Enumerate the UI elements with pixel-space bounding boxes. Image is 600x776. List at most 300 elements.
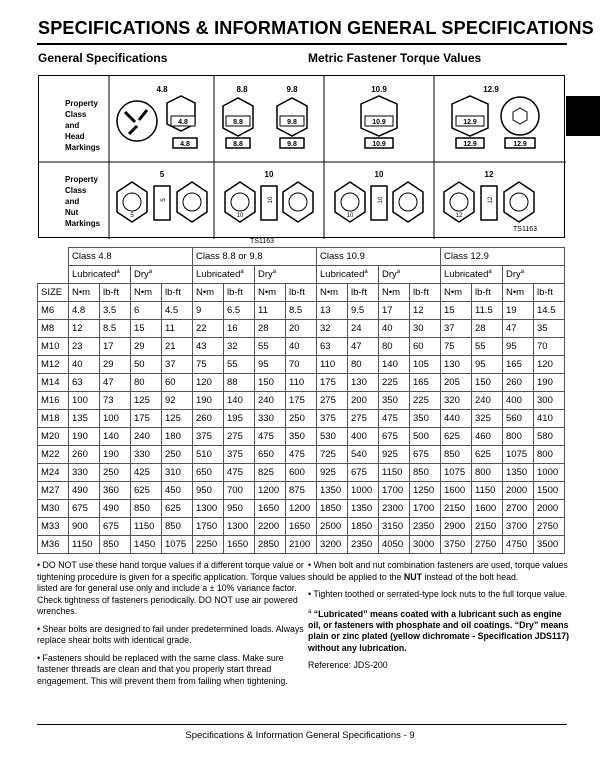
torque-value: 60: [162, 374, 193, 392]
nut-class-12: 12: [484, 170, 494, 179]
head-mark: 12.9: [463, 119, 477, 126]
torque-value: 675: [410, 446, 441, 464]
head-mark: 12.9: [463, 141, 477, 148]
size-cell: M20: [38, 428, 69, 446]
torque-value: 1150: [472, 482, 503, 500]
head-mark: 10.9: [372, 119, 386, 126]
torque-value: 19: [503, 302, 534, 320]
torque-value: 95: [503, 338, 534, 356]
torque-value: 8.5: [286, 302, 317, 320]
torque-value: 2150: [472, 518, 503, 536]
torque-value: 490: [100, 500, 131, 518]
torque-value: 200: [348, 392, 379, 410]
torque-value: 2150: [441, 500, 472, 518]
head-mark: 9.8: [287, 141, 297, 148]
torque-value: 80: [131, 374, 162, 392]
torque-value: 75: [193, 356, 224, 374]
size-cell: M12: [38, 356, 69, 374]
torque-value: 950: [224, 500, 255, 518]
torque-value: 95: [255, 356, 286, 374]
torque-value: 425: [131, 464, 162, 482]
table-row: [38, 392, 565, 410]
torque-value: 40: [286, 338, 317, 356]
svg-text:PropertyClassandNutMarkings: Property Class and Nut Markings: [65, 175, 101, 228]
torque-value: 330: [69, 464, 100, 482]
torque-value: 4050: [379, 536, 410, 554]
torque-value: 29: [100, 356, 131, 374]
torque-value: 2900: [441, 518, 472, 536]
torque-value: 120: [193, 374, 224, 392]
torque-value: 240: [472, 392, 503, 410]
torque-value: 2500: [317, 518, 348, 536]
torque-value: 275: [348, 410, 379, 428]
torque-value: 12: [410, 302, 441, 320]
torque-value: 11: [255, 302, 286, 320]
page-footer: Specifications & Information General Specifications - 9: [185, 730, 415, 741]
torque-value: 475: [286, 446, 317, 464]
torque-value: 330: [131, 446, 162, 464]
torque-value: 1350: [503, 464, 534, 482]
torque-value: 475: [224, 464, 255, 482]
note: • Shear bolts are designed to fail under predetermined loads. Always replace shear bolts with identical grade.: [37, 623, 304, 645]
torque-value: 800: [534, 446, 565, 464]
torque-value: 560: [503, 410, 534, 428]
torque-value: 250: [100, 464, 131, 482]
torque-value: 240: [255, 392, 286, 410]
figure-caption: TS1163: [250, 238, 274, 245]
torque-value: 800: [472, 464, 503, 482]
nut-mark: 10: [346, 213, 354, 219]
torque-value: 120: [534, 356, 565, 374]
torque-value: 1150: [379, 464, 410, 482]
torque-value: 375: [317, 410, 348, 428]
torque-value: 3150: [379, 518, 410, 536]
torque-value: 80: [379, 338, 410, 356]
torque-value: 1750: [193, 518, 224, 536]
page-title: SPECIFICATIONS & INFORMATION GENERAL SPECIFICATIONS: [38, 18, 594, 38]
torque-value: 140: [100, 428, 131, 446]
head-mark: 12.9: [513, 141, 527, 148]
torque-value: 675: [69, 500, 100, 518]
torque-value: 320: [441, 392, 472, 410]
torque-value: 1300: [224, 518, 255, 536]
unit-nm: N•m: [131, 284, 162, 302]
size-cell: M36: [38, 536, 69, 554]
torque-value: 100: [100, 410, 131, 428]
nut-mark: 5: [130, 213, 134, 219]
torque-value: 35: [534, 320, 565, 338]
unit-lbft: lb-ft: [162, 284, 193, 302]
torque-value: 3.5: [100, 302, 131, 320]
torque-value: 55: [224, 356, 255, 374]
torque-value: 625: [472, 446, 503, 464]
torque-value: 70: [286, 356, 317, 374]
table-row: [38, 500, 565, 518]
torque-value: 275: [224, 428, 255, 446]
unit-lbft: lb-ft: [224, 284, 255, 302]
torque-value: 29: [131, 338, 162, 356]
torque-value: 47: [503, 320, 534, 338]
dry-header: Dry$^a$: [131, 266, 193, 284]
torque-value: 530: [317, 428, 348, 446]
torque-value: 150: [472, 374, 503, 392]
torque-value: 875: [286, 482, 317, 500]
torque-value: 360: [100, 482, 131, 500]
size-cell: M16: [38, 392, 69, 410]
nut-mark: 5: [161, 198, 167, 202]
nut-mark: 12: [455, 213, 463, 219]
markings-figure: [38, 75, 565, 238]
torque-value: 47: [100, 374, 131, 392]
torque-value: 1075: [503, 446, 534, 464]
left-subhead: General Specifications: [38, 51, 168, 65]
dry-header: Dry$^a$: [503, 266, 565, 284]
torque-value: 2750: [472, 536, 503, 554]
torque-value: 300: [534, 392, 565, 410]
torque-value: 625: [162, 500, 193, 518]
torque-value: 135: [69, 410, 100, 428]
torque-value: 925: [379, 446, 410, 464]
head-class-8-8: 8.8: [236, 85, 248, 94]
torque-value: 43: [193, 338, 224, 356]
torque-value: 800: [503, 428, 534, 446]
torque-value: 11.5: [472, 302, 503, 320]
class-header: Class 12.9: [441, 248, 565, 266]
table-row: [38, 536, 565, 554]
torque-value: 22: [193, 320, 224, 338]
torque-value: 225: [410, 392, 441, 410]
torque-value: 850: [441, 446, 472, 464]
torque-value: 1600: [441, 482, 472, 500]
torque-value: 700: [224, 482, 255, 500]
unit-lbft: lb-ft: [472, 284, 503, 302]
unit-nm: N•m: [441, 284, 472, 302]
note-nut: • When bolt and nut combination fasteners are used, torque values should be applied to the NUT instead of the bolt head.: [308, 560, 568, 582]
torque-value: 850: [100, 536, 131, 554]
torque-value: 125: [131, 392, 162, 410]
torque-value: 260: [69, 446, 100, 464]
torque-value: 175: [131, 410, 162, 428]
torque-value: 1075: [162, 536, 193, 554]
torque-value: 125: [162, 410, 193, 428]
torque-value: 17: [100, 338, 131, 356]
table-row: [38, 338, 565, 356]
torque-value: 47: [348, 338, 379, 356]
svg-text:PropertyClassandHeadMarkings: Property Class and Head Markings: [65, 99, 101, 152]
head-mark: 4.8: [180, 141, 190, 148]
torque-value: 24: [348, 320, 379, 338]
torque-value: 15: [441, 302, 472, 320]
torque-value: 55: [472, 338, 503, 356]
torque-value: 410: [534, 410, 565, 428]
unit-header-row: [38, 284, 565, 302]
torque-value: 725: [317, 446, 348, 464]
footnote: $^a$ “Lubricated” means coated with a lubricant such as engine oil, or fasteners with phosphate and oil coatings. “Dry” means plain or zinc plated (yellow dichromate - Specification JDS117) without any lubrication.: [308, 608, 570, 653]
unit-nm: N•m: [255, 284, 286, 302]
torque-value: 260: [503, 374, 534, 392]
torque-value: 3200: [317, 536, 348, 554]
torque-value: 1700: [379, 482, 410, 500]
nut-class-10-b: 10: [374, 170, 384, 179]
torque-value: 3500: [534, 536, 565, 554]
torque-value: 11: [162, 320, 193, 338]
torque-value: 14.5: [534, 302, 565, 320]
torque-value: 140: [379, 356, 410, 374]
note: • DO NOT use these hand torque values if a different torque value or tightening procedure is given for a specific application. Torque values listed are for general use only and include a ± 10% variance factor. Check tightness of fasteners periodically. DO NOT use air powered wrenches.: [37, 560, 306, 616]
torque-value: 225: [379, 374, 410, 392]
torque-table: [37, 247, 565, 554]
torque-value: 8.5: [100, 320, 131, 338]
torque-value: 450: [162, 482, 193, 500]
torque-value: 650: [193, 464, 224, 482]
torque-value: 1650: [224, 536, 255, 554]
torque-value: 4.5: [162, 302, 193, 320]
torque-value: 37: [162, 356, 193, 374]
torque-value: 6.5: [224, 302, 255, 320]
class-header-row: [38, 248, 565, 266]
size-cell: M6: [38, 302, 69, 320]
torque-value: 1350: [348, 500, 379, 518]
torque-value: 675: [100, 518, 131, 536]
torque-value: 3000: [410, 536, 441, 554]
unit-lbft: lb-ft: [100, 284, 131, 302]
lubricated-header: Lubricated$^a$: [193, 266, 255, 284]
size-cell: M8: [38, 320, 69, 338]
torque-value: 2000: [534, 500, 565, 518]
torque-value: 21: [162, 338, 193, 356]
torque-value: 350: [410, 410, 441, 428]
table-row: [38, 428, 565, 446]
nut-class-5: 5: [159, 170, 165, 179]
torque-value: 110: [317, 356, 348, 374]
lubricated-header: Lubricated$^a$: [69, 266, 131, 284]
nut-class-10-a: 10: [264, 170, 274, 179]
torque-value: 40: [69, 356, 100, 374]
torque-value: 130: [348, 374, 379, 392]
torque-value: 350: [286, 428, 317, 446]
table-row: [38, 446, 565, 464]
unit-lbft: lb-ft: [410, 284, 441, 302]
torque-value: 205: [441, 374, 472, 392]
torque-value: 850: [162, 518, 193, 536]
torque-value: 80: [348, 356, 379, 374]
torque-value: 2350: [348, 536, 379, 554]
torque-value: 3700: [503, 518, 534, 536]
torque-value: 2200: [255, 518, 286, 536]
nut-mark: 12: [488, 196, 494, 204]
notes-right: [308, 560, 570, 678]
torque-value: 625: [131, 482, 162, 500]
torque-value: 23: [69, 338, 100, 356]
torque-value: 88: [224, 374, 255, 392]
head-mark: 4.8: [178, 119, 188, 126]
lubricated-header: Lubricated$^a$: [317, 266, 379, 284]
class-header: Class 4.8: [69, 248, 193, 266]
nut-mark: 10: [378, 196, 384, 204]
torque-value: 950: [193, 482, 224, 500]
torque-value: 1150: [69, 536, 100, 554]
torque-value: 100: [69, 392, 100, 410]
torque-value: 1250: [410, 482, 441, 500]
torque-value: 32: [224, 338, 255, 356]
dry-header: Dry$^a$: [379, 266, 441, 284]
class-header: Class 8.8 or 9.8: [193, 248, 317, 266]
table-row: [38, 302, 565, 320]
markings-diagram: [39, 76, 566, 239]
torque-value: 500: [410, 428, 441, 446]
unit-nm: N•m: [317, 284, 348, 302]
torque-value: 190: [193, 392, 224, 410]
torque-value: 130: [441, 356, 472, 374]
torque-value: 675: [348, 464, 379, 482]
torque-value: 63: [317, 338, 348, 356]
torque-value: 1850: [348, 518, 379, 536]
torque-value: 9.5: [348, 302, 379, 320]
torque-value: 165: [410, 374, 441, 392]
torque-value: 1350: [317, 482, 348, 500]
size-cell: M24: [38, 464, 69, 482]
torque-value: 63: [69, 374, 100, 392]
lubricated-header: Lubricated$^a$: [441, 266, 503, 284]
torque-value: 17: [379, 302, 410, 320]
right-subhead: Metric Fastener Torque Values: [308, 51, 482, 65]
torque-value: 925: [317, 464, 348, 482]
nut-mark: 10: [268, 196, 274, 204]
note: • Fasteners should be replaced with the same class. Make sure fastener threads are clean and that you properly start thread engagement. This will prevent them from failing when tightening.: [37, 652, 288, 686]
figure-code: TS1163: [513, 226, 537, 233]
section-tab: [566, 96, 600, 136]
torque-value: 440: [441, 410, 472, 428]
torque-value: 105: [410, 356, 441, 374]
torque-value: 13: [317, 302, 348, 320]
torque-value: 240: [131, 428, 162, 446]
torque-value: 110: [286, 374, 317, 392]
torque-value: 1850: [317, 500, 348, 518]
torque-value: 510: [193, 446, 224, 464]
size-cell: M27: [38, 482, 69, 500]
unit-lbft: lb-ft: [348, 284, 379, 302]
torque-value: 30: [410, 320, 441, 338]
torque-value: 16: [224, 320, 255, 338]
torque-value: 250: [286, 410, 317, 428]
torque-value: 460: [472, 428, 503, 446]
table-row: [38, 374, 565, 392]
torque-value: 1000: [534, 464, 565, 482]
size-cell: M30: [38, 500, 69, 518]
dry-header: Dry$^a$: [255, 266, 317, 284]
head-class-12-9: 12.9: [483, 85, 499, 94]
torque-value: 1300: [193, 500, 224, 518]
torque-value: 650: [255, 446, 286, 464]
torque-value: 75: [441, 338, 472, 356]
torque-value: 12: [69, 320, 100, 338]
torque-value: 1600: [472, 500, 503, 518]
torque-value: 190: [100, 446, 131, 464]
torque-value: 475: [379, 410, 410, 428]
torque-value: 2100: [286, 536, 317, 554]
torque-value: 195: [224, 410, 255, 428]
torque-value: 1700: [410, 500, 441, 518]
torque-value: 310: [162, 464, 193, 482]
head-mark: 9.8: [287, 119, 297, 126]
torque-value: 9: [193, 302, 224, 320]
unit-nm: N•m: [69, 284, 100, 302]
torque-value: 1500: [534, 482, 565, 500]
torque-value: 1650: [286, 518, 317, 536]
torque-value: 260: [193, 410, 224, 428]
torque-value: 490: [69, 482, 100, 500]
torque-value: 580: [534, 428, 565, 446]
unit-nm: N•m: [379, 284, 410, 302]
torque-value: 15: [131, 320, 162, 338]
torque-value: 190: [534, 374, 565, 392]
torque-value: 140: [224, 392, 255, 410]
size-cell: M33: [38, 518, 69, 536]
unit-nm: N•m: [503, 284, 534, 302]
head-class-10-9: 10.9: [371, 85, 387, 94]
torque-value: 275: [317, 392, 348, 410]
torque-value: 325: [472, 410, 503, 428]
table-row: [38, 464, 565, 482]
torque-value: 2300: [379, 500, 410, 518]
torque-value: 675: [379, 428, 410, 446]
torque-value: 600: [286, 464, 317, 482]
head-mark: 8.8: [233, 119, 243, 126]
torque-value: 400: [348, 428, 379, 446]
head-class-4-8: 4.8: [156, 85, 168, 94]
unit-lbft: lb-ft: [286, 284, 317, 302]
torque-value: 55: [255, 338, 286, 356]
blank-cell: [38, 266, 69, 284]
table-row: [38, 482, 565, 500]
size-cell: M14: [38, 374, 69, 392]
unit-nm: N•m: [193, 284, 224, 302]
torque-value: 2350: [410, 518, 441, 536]
torque-value: 28: [255, 320, 286, 338]
note: • Tighten toothed or serrated-type lock nuts to the full torque value.: [308, 589, 568, 599]
torque-value: 40: [379, 320, 410, 338]
table-row: [38, 320, 565, 338]
torque-value: 1075: [441, 464, 472, 482]
torque-value: 20: [286, 320, 317, 338]
torque-value: 95: [472, 356, 503, 374]
torque-value: 180: [162, 428, 193, 446]
footer-rule: [37, 724, 567, 725]
torque-value: 4750: [503, 536, 534, 554]
torque-value: 350: [379, 392, 410, 410]
torque-value: 1150: [131, 518, 162, 536]
size-header: SIZE: [38, 284, 69, 302]
torque-value: 850: [410, 464, 441, 482]
torque-value: 175: [317, 374, 348, 392]
table-row: [38, 356, 565, 374]
torque-value: 150: [255, 374, 286, 392]
torque-value: 73: [100, 392, 131, 410]
reference: Reference: JDS-200: [308, 660, 388, 671]
table-row: [38, 410, 565, 428]
torque-value: 28: [472, 320, 503, 338]
torque-value: 250: [162, 446, 193, 464]
torque-value: 625: [441, 428, 472, 446]
nut-mark: 10: [236, 213, 244, 219]
torque-value: 400: [503, 392, 534, 410]
torque-value: 375: [193, 428, 224, 446]
torque-value: 900: [69, 518, 100, 536]
torque-value: 850: [131, 500, 162, 518]
title-rule: [37, 43, 567, 45]
unit-lbft: lb-ft: [534, 284, 565, 302]
torque-value: 32: [317, 320, 348, 338]
